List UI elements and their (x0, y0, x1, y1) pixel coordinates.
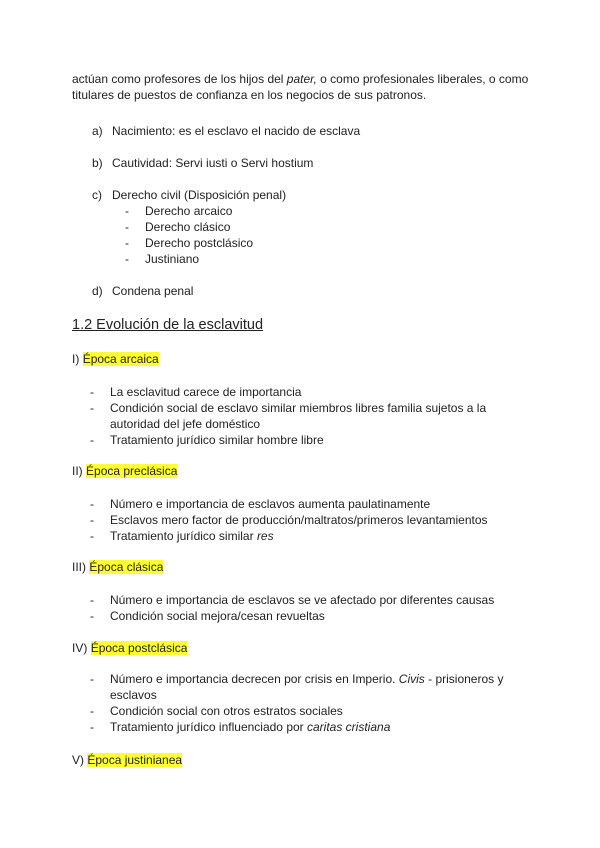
list-text: Número e importancia de esclavos se ve afectado por diferentes causas (110, 593, 495, 607)
dash-bullet: - (90, 385, 94, 399)
dash-bullet: - (90, 529, 94, 543)
section-title-highlight: Época preclásica (86, 464, 178, 478)
list-text: Tratamiento jurídico similar hombre libre (110, 433, 324, 447)
section-title-postclasica (72, 640, 187, 656)
list-marker: a) (92, 124, 103, 138)
list-item (90, 719, 520, 735)
list-text-part: Tratamiento jurídico influenciado por (110, 720, 307, 734)
intro-text-2: o como profesionales liberales, o como titulares de puestos de confianza en los negocios de sus patronos. (72, 72, 529, 102)
section-title-preclasica (72, 463, 177, 479)
derecho-sub-item (125, 251, 199, 267)
list-text: Condición social mejora/cesan revueltas (110, 609, 325, 623)
dash-bullet: - (90, 593, 94, 607)
list-marker: b) (92, 156, 103, 170)
section-title-clasica (72, 559, 163, 575)
section-number: III) (72, 560, 86, 574)
dash-bullet: - (125, 252, 129, 266)
section-title-highlight: Época justinianea (87, 753, 183, 767)
intro-paragraph (72, 71, 532, 103)
list-item (90, 592, 520, 608)
section-heading: 1.2 Evolución de la esclavitud (72, 317, 264, 333)
list-text: Nacimiento: es el esclavo el nacido de esclava (112, 124, 361, 138)
list-item (90, 400, 520, 432)
list-item (90, 384, 520, 400)
section-title-highlight: Época postclásica (90, 641, 188, 655)
list-text-part: Número e importancia decrecen por crisis en Imperio. (110, 672, 399, 686)
list-text-part: - prisioneros y esclavos (110, 672, 504, 702)
list-marker: c) (92, 188, 102, 202)
source-item-a (92, 123, 360, 139)
list-item (90, 608, 520, 624)
section-number: I) (72, 352, 80, 366)
list-text (110, 719, 520, 735)
list-text: Derecho clásico (145, 220, 231, 234)
derecho-sub-item (125, 219, 230, 235)
dash-bullet: - (90, 401, 94, 415)
section-title-arcaica (72, 351, 159, 367)
dash-bullet: - (90, 513, 94, 527)
dash-bullet: - (90, 720, 94, 734)
list-item (90, 496, 520, 512)
derecho-sub-item (125, 235, 253, 251)
list-text: Derecho postclásico (145, 236, 254, 250)
list-text: Número e importancia de esclavos aumenta paulatinamente (110, 497, 431, 511)
list-item (90, 528, 520, 544)
list-text (110, 671, 520, 703)
list-item (90, 671, 520, 703)
list-item (90, 703, 520, 719)
section-title-highlight: Época clásica (89, 560, 164, 574)
list-text: Condición social con otros estratos sociales (110, 704, 343, 718)
list-text (110, 528, 520, 544)
section-title-highlight: Época arcaica (82, 352, 159, 366)
dash-bullet: - (125, 220, 129, 234)
dash-bullet: - (90, 609, 94, 623)
list-text: La esclavitud carece de importancia (110, 385, 302, 399)
intro-pater: pater, (286, 72, 317, 86)
list-text: Esclavos mero factor de producción/maltratos/primeros levantamientos (110, 513, 488, 527)
list-text-italic: Civis (398, 672, 425, 686)
section-title-justinianea (72, 752, 182, 768)
list-text: Derecho arcaico (145, 204, 233, 218)
dash-bullet: - (125, 204, 129, 218)
source-item-c (92, 187, 286, 203)
list-marker: d) (92, 284, 103, 298)
list-text: Derecho civil (Disposición penal) (112, 188, 287, 202)
section-number: IV) (72, 641, 88, 655)
dash-bullet: - (90, 704, 94, 718)
source-item-b (92, 155, 313, 171)
list-text: Condena penal (112, 284, 194, 298)
source-item-d (92, 283, 193, 299)
derecho-sub-item (125, 203, 232, 219)
section-number: II) (72, 464, 83, 478)
dash-bullet: - (90, 497, 94, 511)
dash-bullet: - (125, 236, 129, 250)
list-item (90, 512, 520, 528)
intro-text-1: actúan como profesores de los hijos del (72, 72, 287, 86)
dash-bullet: - (90, 433, 94, 447)
section-number: V) (72, 753, 84, 767)
list-text: Cautividad: Servi iusti o Servi hostium (112, 156, 314, 170)
list-text: Justiniano (145, 252, 200, 266)
list-item (90, 432, 520, 448)
list-text-italic: caritas cristiana (307, 720, 391, 734)
list-text-italic: res (256, 529, 274, 543)
dash-bullet: - (90, 672, 94, 686)
list-text-part: Tratamiento jurídico similar (110, 529, 257, 543)
list-text: Condición social de esclavo similar miembros libres familia sujetos a la autoridad del jefe doméstico (110, 401, 487, 431)
